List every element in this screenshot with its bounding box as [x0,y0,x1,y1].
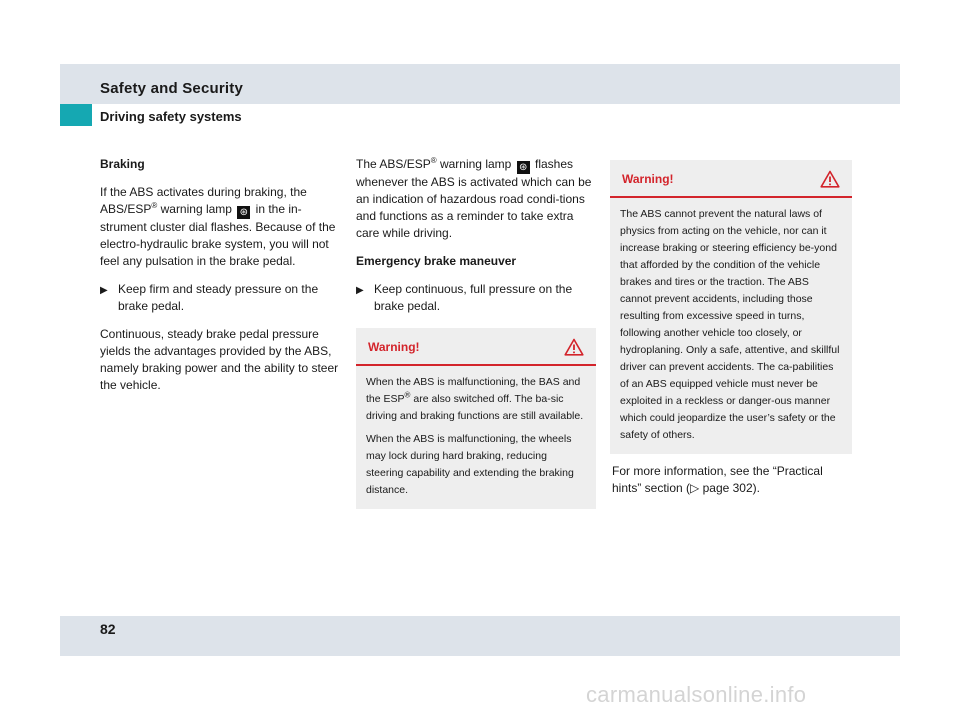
text-run: When the ABS is malfunctioning, the BAS and the ESP [366,376,581,405]
braking-paragraph [100,184,340,270]
text-run: are also switched off. The ba-sic driving and braking functions are still available. [366,393,584,422]
braking-heading: Braking [100,157,145,171]
abs-warning-lamp-icon: ⊛ [517,161,530,174]
text-run: page 302). [699,481,760,495]
text-run: If the ABS activates during braking, the ABS/ESP [100,185,307,216]
warning-label: Warning! [622,171,674,186]
warning-header [356,328,596,366]
registered-mark: ® [430,156,437,165]
warning-header [610,160,852,198]
warning-triangle-icon [820,170,840,188]
watermark: carmanualsonline.info [586,682,807,707]
footer-band [60,616,900,656]
warning-paragraph: The ABS cannot prevent the natural laws of physics from acting on the vehicle, nor can it increase braking or steering efficiency be-yond that afforded by the condition of the vehicle brakes and tires or the traction. The ABS cannot prevent accidents, including those resulting from excessive speed in turns, following another vehicle too closely, or hydroplaning. Only a safe, attentive, and skillful driver can prevent accidents. The ca-pabilities of an ABS equipped vehicle must never be exploited in a reckless or danger-ous manner which could jeopardize the user’s safety or the safety of others. [620,208,840,441]
more-info-text [612,463,852,508]
registered-mark: ® [404,390,411,400]
warning-body [610,198,852,454]
abs-lamp-paragraph [356,156,596,242]
column-left [100,156,340,405]
bullet-arrow-icon: ▶ [356,285,364,296]
warning-box-abs-malfunction [356,328,596,509]
section-tab-marker [60,104,92,126]
warning-paragraph: When the ABS is malfunctioning, the wheels may lock during hard braking, reducing steering capability and extending the braking distance. [366,433,574,496]
more-info-paragraph [612,463,852,497]
warning-paragraph [366,374,586,425]
bullet-item [100,281,340,315]
text-run: The ABS/ESP [356,157,431,171]
column-middle [356,156,596,326]
bullet-text: Keep firm and steady pressure on the brake pedal. [118,282,319,313]
bullet-arrow-icon: ▶ [100,285,108,296]
text-run: warning lamp [157,202,236,216]
subsection-title: Driving safety systems [100,109,242,124]
text-run: warning lamp [436,157,515,171]
warning-body [356,366,596,509]
continuous-pressure-paragraph: Continuous, steady brake pedal pressure yields the advantages provided by the ABS, namely braking power and the ability to steer the vehicle. [100,327,339,392]
section-title: Safety and Security [100,80,244,97]
text-run: For more information, see the “Practical hints” section ( [612,464,823,495]
bullet-text: Keep continuous, full pressure on the brake pedal. [374,282,573,313]
bullet-item [356,281,596,315]
abs-warning-lamp-icon: ⊛ [237,206,250,219]
warning-triangle-icon [564,338,584,356]
page-reference-arrow-icon: ▷ [690,481,700,495]
text-run: flashes whenever the ABS is activated which can be an indication of hazardous road condi-tions and functions as a reminder to take extra care while driving. [356,157,592,240]
registered-mark: ® [151,201,158,210]
text-run: in the in-strument cluster dial flashes. Because of the electro-hydraulic brake system, you will not feel any pulsation in the brake pedal. [100,202,336,268]
page-number: 82 [100,621,116,637]
warning-label: Warning! [368,339,420,354]
warning-box-abs-limits [610,160,852,454]
emergency-heading: Emergency brake maneuver [356,254,517,268]
